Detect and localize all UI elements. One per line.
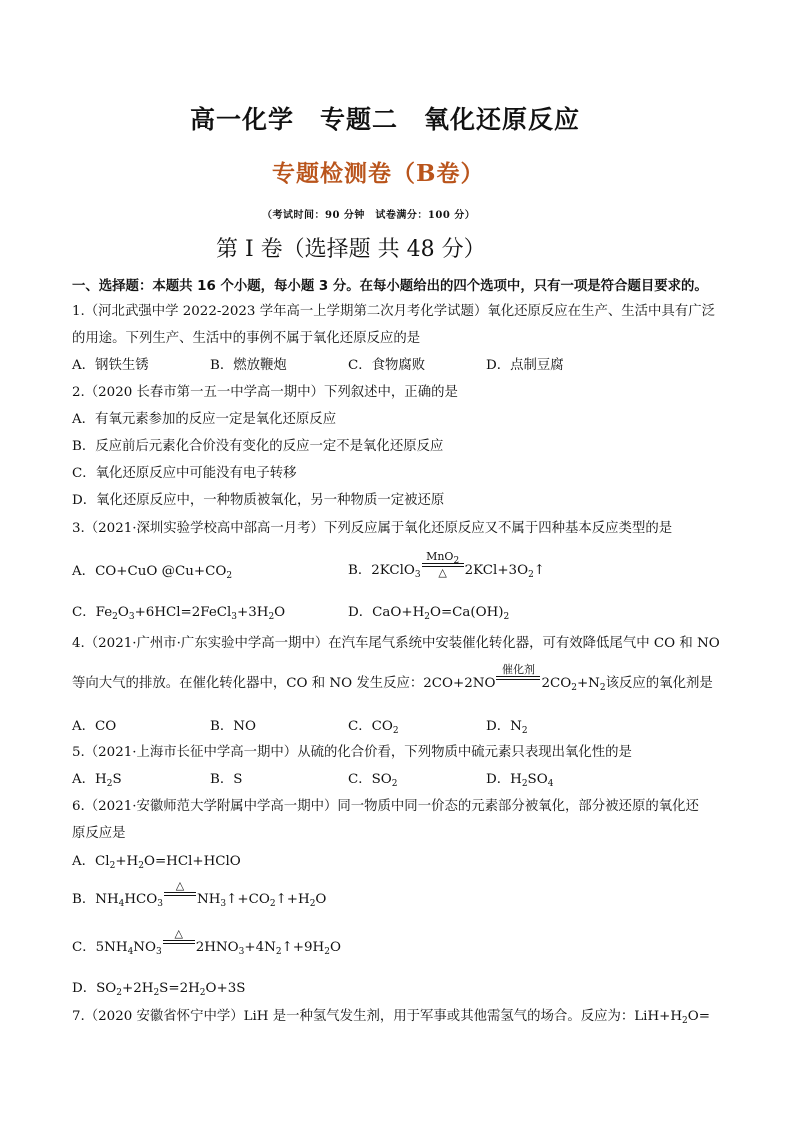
q3-option-c-text: Fe bbox=[95, 605, 113, 620]
q4-option-c: C．$CO_2$ bbox=[348, 719, 399, 736]
q6-option-c: C．$5NH_4NO_3$ △ $2HNO_3+4N_2↑+9H_2O$ bbox=[72, 927, 341, 957]
q4-option-a: A．CO bbox=[72, 719, 117, 734]
q1-option-c: C．食物腐败 bbox=[348, 358, 426, 373]
q3-option-a-label: A． bbox=[72, 564, 96, 579]
q3-stem: 3.（2021·深圳实验学校高中部高一月考）下列反应属于氧化还原反应又不属于四种基本反应类型的是 bbox=[72, 521, 673, 536]
q4-option-d-text: D．N bbox=[486, 719, 522, 734]
q3-option-c-label: C． bbox=[72, 605, 96, 620]
q6-option-b-label: B．NH bbox=[72, 892, 119, 907]
q2-stem: 2.（2020 长春市第一五一中学高一期中）下列叙述中，正确的是 bbox=[72, 385, 458, 400]
q5-option-d: D．$H_2SO_4$ bbox=[486, 772, 554, 789]
q1-stem-line1: 1.（河北武强中学 2022-2023 学年高一上学期第二次月考化学试题）氧化还原反应在生产、生活中具有广泛 bbox=[72, 304, 715, 319]
q3-option-a-text: CO+CuO @Cu+CO bbox=[95, 564, 227, 579]
q2-option-d: D．氧化还原反应中，一种物质被氧化，另一种物质一定被还原 bbox=[72, 493, 445, 508]
q3-option-a: A．CO+CuO $@Cu+CO_2$ bbox=[72, 564, 233, 581]
q3-option-c: C．$Fe_2O_3+6HCl=2FeCl_3+3H_2O$ bbox=[72, 605, 286, 622]
q3-b-condition: MnO$_2$ △ bbox=[422, 551, 464, 579]
q6-option-d-text: D．SO bbox=[72, 981, 117, 996]
q6-option-b: B．$NH_4HCO_3$ △ $NH_3↑+CO_2↑+H_2O$ bbox=[72, 879, 327, 909]
q6-option-c-label: C．5NH bbox=[72, 940, 128, 955]
q3-option-d-label: D． bbox=[348, 605, 373, 620]
q3-option-b-right: 2KCl+3O bbox=[464, 563, 529, 578]
exam-subtitle: 专题检测卷（B卷） bbox=[272, 160, 485, 187]
q4-option-d: D．$N_2$ bbox=[486, 719, 528, 736]
section-heading: 第 I 卷（选择题 共 48 分） bbox=[216, 237, 486, 262]
instructions: 一、选择题：本题共 16 个小题，每小题 3 分。在每小题给出的四个选项中，只有一项是符合题目要求的。 bbox=[72, 279, 708, 294]
q4-condition bbox=[496, 664, 540, 692]
q5-option-d-text: D．H bbox=[486, 772, 522, 787]
q5-option-c-text: C．SO bbox=[348, 772, 392, 787]
q4-catalyst: 催化剂 bbox=[501, 663, 535, 676]
q5-option-c: C．$SO_2$ bbox=[348, 772, 398, 789]
q6-option-a-text: A．Cl bbox=[72, 854, 110, 869]
q7-stem: 7.（2020 安徽省怀宁中学）LiH 是一种氢气发生剂，用于军事或其他需氢气的场合。反应为：$LiH+H_2O=$ bbox=[72, 1009, 710, 1026]
q6-b-heat: △ bbox=[175, 879, 185, 892]
exam-title: 高一化学 专题二 氧化还原反应 bbox=[190, 105, 581, 134]
q5-option-a: A．$H_2S$ bbox=[72, 772, 122, 789]
q3-option-b: B．2KClO$_3$ MnO$_2$ △ $2KCl+3O_2↑$ bbox=[348, 550, 546, 580]
exam-meta: （考试时间：90 分钟 试卷满分：100 分） bbox=[262, 210, 476, 221]
q4-stem-line2b: 2CO bbox=[541, 676, 572, 691]
q5-stem: 5.（2021·上海市长征中学高一期中）从硫的化合价看，下列物质中硫元素只表现出氧化性的是 bbox=[72, 745, 632, 760]
q2-option-b: B．反应前后元素化合价没有变化的反应一定不是氧化还原反应 bbox=[72, 439, 444, 454]
q6-c-heat: △ bbox=[174, 927, 183, 940]
q4-option-b: B．NO bbox=[210, 719, 256, 734]
q6-b-condition bbox=[164, 880, 196, 908]
q6-option-d: D．$SO_2+2H_2S=2H_2O+3S$ bbox=[72, 981, 246, 998]
q6-option-a: A．$Cl_2+H_2O=HCl+HClO$ bbox=[72, 854, 241, 871]
q4-stem-line2c: 该反应的氧化剂是 bbox=[605, 676, 713, 691]
q3-option-d: D．$CaO+H_2O=Ca(OH)_2$ bbox=[348, 605, 510, 622]
q1-option-d: D．点制豆腐 bbox=[486, 358, 564, 373]
q4-stem-line2: 等向大气的排放。在催化转化器中，CO 和 NO 发生反应：2CO+2NO 催化剂 $2CO_2+N_2$该反应的氧化剂是 bbox=[72, 663, 713, 693]
q4-option-c-text: C．CO bbox=[348, 719, 393, 734]
q6-stem-line2: 原反应是 bbox=[72, 826, 126, 841]
q2-option-c: C．氧化还原反应中可能没有电子转移 bbox=[72, 466, 297, 481]
q5-option-b: B．S bbox=[210, 772, 243, 787]
q4-stem-line1: 4.（2021·广州市·广东实验中学高一期中）在汽车尾气系统中安装催化转化器，可有效降低尾气中 CO 和 NO bbox=[72, 636, 720, 651]
q1-option-b: B．燃放鞭炮 bbox=[210, 358, 287, 373]
q4-stem-line2a: 等向大气的排放。在催化转化器中，CO 和 NO 发生反应：2CO+2NO bbox=[72, 676, 496, 691]
q3-option-b-label: B． bbox=[348, 563, 372, 578]
q6-c-condition bbox=[163, 928, 195, 956]
q3-option-b-left: 2KClO bbox=[371, 563, 415, 578]
q7-stem-text: 7.（2020 安徽省怀宁中学）LiH 是一种氢气发生剂，用于军事或其他需氢气的场合。反应为：LiH+H bbox=[72, 1009, 683, 1024]
q2-option-a: A．有氧元素参加的反应一定是氧化还原反应 bbox=[72, 412, 337, 427]
q3-b-catalyst: MnO bbox=[426, 550, 454, 563]
q1-option-a: A．钢铁生锈 bbox=[72, 358, 149, 373]
q6-stem-line1: 6.（2021·安徽师范大学附属中学高一期中）同一物质中同一价态的元素部分被氧化，部分被还原的氧化还 bbox=[72, 799, 699, 814]
q3-b-heat: △ bbox=[438, 566, 447, 579]
q1-stem-line2: 的用途。下列生产、生活中的事例不属于氧化还原反应的是 bbox=[72, 331, 421, 346]
q3-option-d-text: CaO+H bbox=[372, 605, 425, 620]
q5-option-a-text: A．H bbox=[72, 772, 107, 787]
